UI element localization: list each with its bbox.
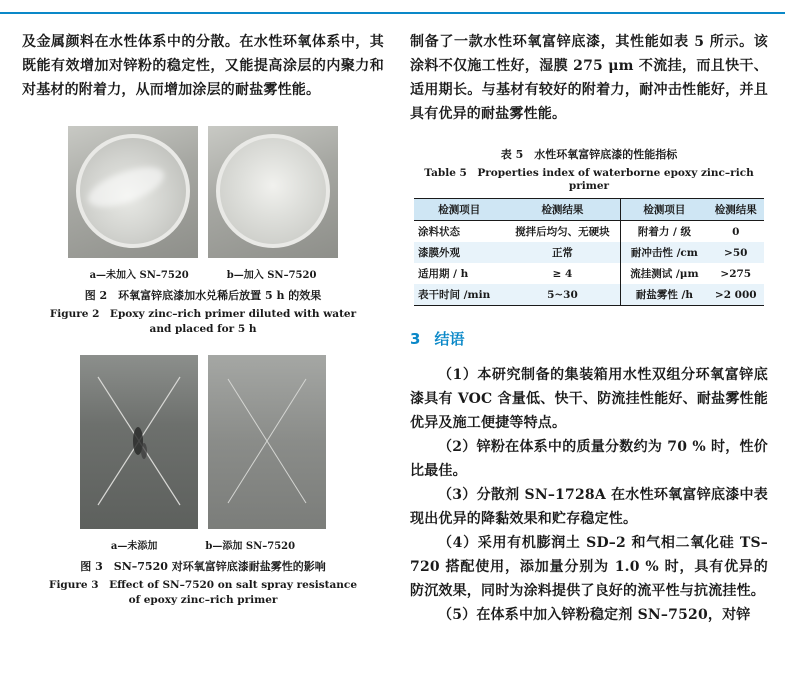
figure-3-subcaptions: [22, 537, 384, 552]
section-title: 结语: [434, 330, 465, 348]
table-cell: 流挂测试 /μm: [621, 263, 708, 284]
table-cell: 耐盐雾性 /h: [621, 284, 708, 306]
table-cell: 5~30: [505, 284, 621, 306]
figure-2-caption-en: [22, 307, 384, 337]
figure-3-caption-en-line2: of epoxy zinc–rich primer: [128, 594, 278, 606]
table-cell: >275: [720, 267, 752, 280]
header-rule: [0, 12, 785, 14]
figure-3-caption-cn: 图 3 SN–7520 对环氧富锌底漆耐盐雾性的影响: [80, 560, 326, 573]
figure-3-caption-en-line1: Figure 3 Effect of SN–7520 on salt spray resistance: [48, 579, 357, 591]
table-row: [414, 263, 764, 284]
table-header-cell: 检测项目: [621, 199, 708, 221]
right-column: [410, 30, 768, 627]
conclusion-item: （5）在体系中加入锌粉稳定剂 SN–7520，对锌: [438, 607, 751, 623]
table-row: [414, 284, 764, 306]
table-header-row: [414, 199, 764, 221]
table-row: [414, 242, 764, 263]
figure-2-images: [22, 126, 384, 258]
left-column: [22, 30, 384, 608]
section-heading: [410, 328, 768, 349]
figure-3a-photo: [80, 355, 198, 529]
figure-2a-photo: [68, 126, 198, 258]
table-cell: 适用期 / h: [418, 268, 469, 280]
figure-2-caption-en-line2: and placed for 5 h: [149, 323, 257, 335]
table-cell: 表干时间 /min: [414, 284, 505, 306]
table-cell: >2 000: [708, 284, 764, 306]
table-cell: 耐冲击性 /cm: [621, 242, 708, 263]
conclusion-item: （3）分散剂 SN–1728A 在水性环氧富锌底漆中表现出优异的降黏效果和贮存稳定性。: [410, 487, 768, 527]
table-header-cell: 检测结果: [505, 199, 621, 221]
table-cell: 正常: [505, 242, 621, 263]
table-cell: 0: [732, 225, 740, 238]
table-cell: ≥ 4: [552, 267, 573, 280]
conclusion-item: （1）本研究制备的集装箱用水性双组分环氧富锌底漆具有 VOC 含量低、快干、防流挂性能好、耐盐雾性能优异及施工便捷等特点。: [410, 367, 768, 431]
table-cell: 附着力 / 级: [621, 221, 708, 243]
figure-3a-label: a—未添加: [110, 541, 158, 552]
table-header-cell: 检测结果: [708, 199, 764, 221]
figure-3-caption-en: [22, 578, 384, 608]
figure-2a-label: a—未加入 SN–7520: [89, 270, 189, 281]
figure-2-caption-cn: 图 2 环氧富锌底漆加水兑稀后放置 5 h 的效果: [84, 289, 322, 302]
table-row: [414, 221, 764, 243]
figure-2-caption-en-line1: Figure 2 Epoxy zinc–rich primer diluted with water: [49, 308, 357, 320]
conclusion-item: （4）采用有机膨润土 SD–2 和气相二氧化硅 TS–720 搭配使用，添加量分别为 1.0 % 时，具有优异的防沉效果，同时为涂料提供了良好的流平性与抗流挂性。: [410, 535, 768, 599]
table-header-cell: 检测项目: [414, 199, 505, 221]
conclusion-item: （2）锌粉在体系中的质量分数约为 70 % 时，性价比最佳。: [410, 439, 768, 479]
figure-3b-photo: [208, 355, 326, 529]
table-5-title-cn: 表 5 水性环氧富锌底漆的性能指标: [500, 148, 678, 161]
table-cell: 搅拌后均匀、无硬块: [515, 226, 610, 238]
table-cell: >50: [708, 242, 764, 263]
table-5: [414, 198, 764, 306]
figure-2-subcaptions: [22, 266, 384, 281]
figure-3b-label: b—添加 SN–7520: [205, 541, 296, 552]
table-5-title-en: Table 5 Properties index of waterborne epoxy zinc–rich primer: [424, 167, 754, 192]
figure-2b-photo: [208, 126, 338, 258]
right-intro-paragraph: 制备了一款水性环氧富锌底漆，其性能如表 5 所示。该涂料不仅施工性好，湿膜 275 μm 不流挂，而且快干、适用期长。与基材有较好的附着力，耐冲击性能好，并且具有优异的耐盐雾性能。: [410, 34, 768, 122]
table-cell: 漆膜外观: [414, 242, 505, 263]
figure-2b-label: b—加入 SN–7520: [226, 270, 317, 281]
left-intro-paragraph: 及金属颜料在水性体系中的分散。在水性环氧体系中，其既能有效增加对锌粉的稳定性，又能提高涂层的内聚力和对基材的附着力，从而增加涂层的耐盐雾性能。: [22, 34, 384, 98]
table-cell: 涂料状态: [418, 226, 460, 238]
figure-3-images: [22, 355, 384, 529]
section-number: 3: [410, 330, 421, 348]
